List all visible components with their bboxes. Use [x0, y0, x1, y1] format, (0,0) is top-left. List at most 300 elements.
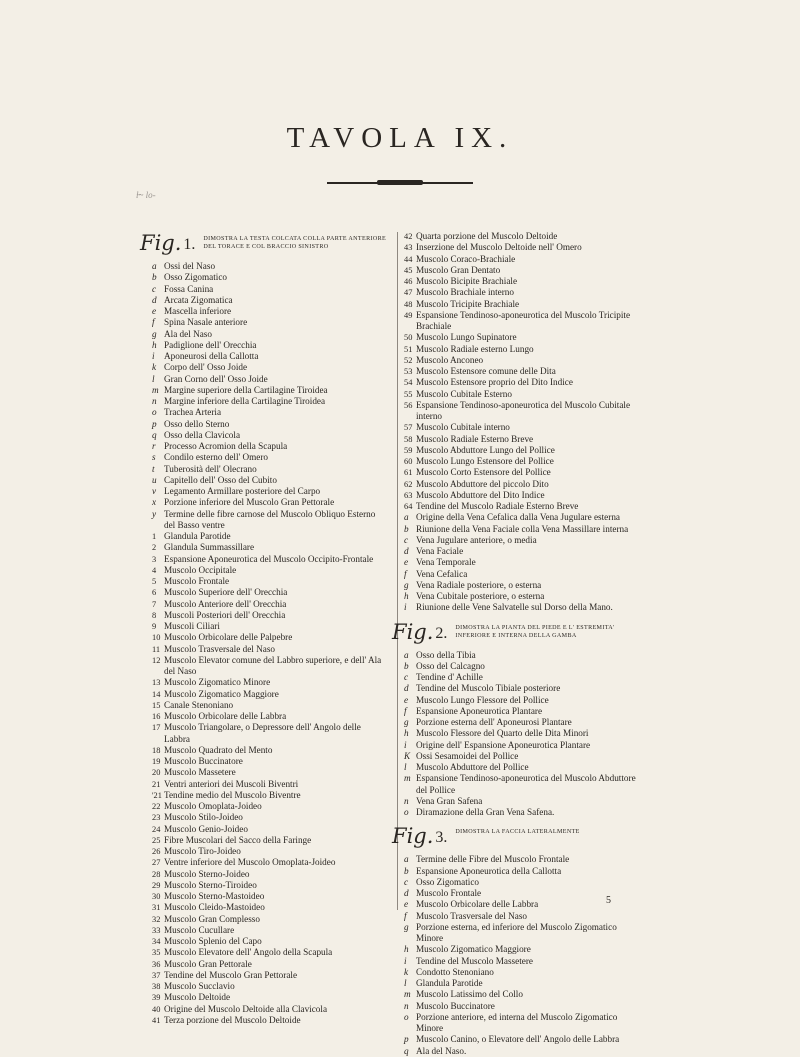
legend-key: e: [404, 899, 409, 910]
legend-key: 45: [404, 265, 413, 275]
legend-text: Porzione anteriore, ed interna del Muscolo Zigomatico Minore: [416, 1011, 618, 1033]
legend-text: Glandula Parotide: [164, 531, 231, 541]
legend-text: Ventre inferiore del Muscolo Omoplata-Joideo: [164, 857, 336, 868]
legend-key: b: [404, 865, 409, 876]
legend-key: 46: [404, 277, 413, 286]
legend-text: Processo Acromion della Scapula: [164, 441, 288, 451]
legend-key: c: [404, 534, 409, 545]
legend-item: [152, 509, 388, 532]
legend-item: [404, 672, 644, 683]
legend-item: [404, 434, 644, 445]
legend-text: Muscolo Lungo Flessore del Pollice: [416, 694, 549, 705]
legend-key: 18: [152, 745, 161, 755]
legend-item: [404, 1012, 644, 1035]
legend-key: 58: [404, 434, 413, 444]
legend-key: d: [404, 546, 409, 556]
legend-key: 47: [404, 288, 413, 298]
legend-key: 6: [152, 588, 157, 598]
legend-key: g: [152, 328, 157, 339]
legend-item: [152, 824, 388, 835]
legend-text: Porzione esterna dell' Aponeurosi Plantare: [416, 717, 572, 727]
legend-item: [404, 344, 644, 355]
legend-key: 34: [152, 937, 161, 946]
legend-key: 25: [152, 835, 161, 845]
legend-text: Ala del Naso: [164, 328, 212, 339]
legend-item: [152, 497, 388, 508]
legend-key: g: [404, 579, 409, 590]
legend-text: Muscolo Gran Dentato: [416, 264, 501, 275]
legend-key: 39: [152, 993, 161, 1003]
legend-item: [404, 807, 644, 818]
legend-text: Margine inferiore della Cartilagine Tiroidea: [164, 396, 326, 406]
legend-key: 7: [152, 599, 157, 609]
legend-key: l: [152, 373, 155, 384]
legend-item: [404, 535, 644, 546]
legend-item: [404, 467, 644, 478]
legend-key: 38: [152, 982, 161, 991]
legend-text: Ventri anteriori dei Muscoli Biventri: [164, 778, 299, 789]
legend-key: g: [404, 717, 409, 727]
legend-text: Muscolo Sterno-Mastoideo: [164, 891, 265, 901]
legend-text: Muscolo Deltoide: [164, 992, 231, 1003]
legend-text: Arcata Zigomatica: [164, 294, 233, 305]
legend-key: 26: [152, 847, 161, 856]
legend-text: Muscolo Succlavio: [164, 981, 235, 991]
legend-item: [404, 490, 644, 501]
legend-key: 52: [404, 355, 413, 365]
legend-item: [152, 554, 388, 565]
legend-item: [152, 914, 388, 925]
legend-key: n: [152, 396, 157, 406]
legend-text: Glandula Parotide: [416, 978, 483, 988]
legend-text: Muscolo Radiale Esterno Breve: [416, 433, 534, 444]
legend-item: [152, 452, 388, 463]
legend-text: Muscolo Sterno-Tiroideo: [164, 879, 257, 890]
fig1-description-line1: DIMOSTRA LA TESTA COLCATA COLLA PARTE ANTERIORE: [203, 236, 387, 242]
legend-key: 60: [404, 457, 413, 466]
legend-key: 56: [404, 400, 413, 410]
legend-key: 9: [152, 622, 157, 631]
legend-key: 1: [152, 532, 157, 541]
legend-key: '21: [152, 790, 162, 800]
legend-key: k: [404, 966, 409, 977]
legend-text: Muscolo Buccinatore: [416, 1000, 495, 1011]
legend-text: Vena Cefalica: [416, 568, 468, 579]
legend-key: 63: [404, 490, 413, 500]
legend-text: Porzione inferiore del Muscolo Gran Pettorale: [164, 497, 335, 508]
legend-text: Glandula Summassillare: [164, 542, 255, 553]
legend-item: [404, 377, 644, 388]
legend-text: Gran Corno dell' Osso Joide: [164, 373, 268, 384]
legend-text: Osso della Clavicola: [164, 429, 241, 440]
legend-key: 62: [404, 479, 413, 489]
title-ornament-rule: [327, 180, 473, 186]
legend-key: 19: [152, 757, 161, 766]
legend-item: [404, 445, 644, 456]
legend-text: Muscoli Ciliari: [164, 621, 220, 631]
legend-item: [152, 644, 388, 655]
legend-key: 33: [152, 925, 161, 935]
legend-text: Terza porzione del Muscolo Deltoide: [164, 1014, 301, 1025]
legend-text: Vena Radiale posteriore, o esterna: [416, 579, 542, 590]
legend-text: Muscolo Abduttore del piccolo Dito: [416, 478, 549, 489]
legend-key: 16: [152, 712, 161, 721]
legend-item: [404, 978, 644, 989]
legend-text: Muscolo Trasversale del Naso: [164, 643, 276, 654]
legend-item: [152, 374, 388, 385]
legend-text: Muscolo Zigomatico Maggiore: [416, 944, 531, 955]
legend-text: Vena Temporale: [416, 557, 476, 568]
legend-key: 20: [152, 768, 161, 778]
legend-text: Muscoli Posteriori dell' Orecchia: [164, 609, 286, 620]
fig1-number: 1.: [183, 236, 196, 253]
legend-text: Vena Faciale: [416, 546, 464, 556]
column-divider: [397, 232, 398, 910]
legend-key: y: [152, 508, 157, 519]
legend-key: 11: [152, 644, 161, 654]
legend-text: Muscolo Estensore proprio del Dito Indice: [416, 377, 573, 388]
legend-text: Muscolo Superiore dell' Orecchia: [164, 587, 288, 598]
legend-text: Muscolo Triangolare, o Depressore dell' Angolo delle Labbra: [164, 722, 361, 744]
legend-item: [152, 981, 388, 992]
legend-key: q: [404, 1045, 409, 1056]
legend-text: Muscolo Anconeo: [416, 354, 484, 365]
legend-item: [152, 745, 388, 756]
legend-text: Termine delle fibre carnose del Muscolo Obliquo Esterno del Basso ventre: [164, 508, 376, 530]
legend-item: [152, 531, 388, 542]
legend-key: 59: [404, 445, 413, 455]
legend-text: Muscolo Sterno-Joideo: [164, 868, 250, 879]
legend-text: Muscolo Buccinatore: [164, 756, 243, 766]
legend-item: [152, 295, 388, 306]
legend-text: Spina Nasale anteriore: [164, 317, 248, 328]
legend-text: Muscolo Corto Estensore del Pollice: [416, 467, 551, 478]
legend-item: [404, 254, 644, 265]
legend-text: Muscolo Latissimo del Collo: [416, 989, 523, 1000]
legend-text: Muscolo Frontale: [416, 888, 482, 898]
legend-text: Muscolo Flessore del Quarto delle Dita Minori: [416, 728, 589, 739]
legend-key: 12: [152, 655, 161, 665]
legend-key: 10: [152, 633, 161, 643]
legend-key: 36: [152, 959, 161, 969]
legend-item: [404, 479, 644, 490]
legend-key: 24: [152, 824, 161, 834]
legend-text: Muscolo Zigomatico Maggiore: [164, 688, 279, 699]
fig3-legend-list: [404, 854, 644, 1057]
legend-text: Osso della Tibia: [416, 649, 476, 660]
legend-item: [152, 925, 388, 936]
legend-text: Muscolo Trasversale del Naso: [416, 910, 528, 921]
legend-item: [404, 265, 644, 276]
legend-text: Espansione Aponeurotica del Muscolo Occipito-Frontale: [164, 553, 374, 564]
legend-item: [152, 284, 388, 295]
legend-text: Tendine medio del Muscolo Biventre: [164, 789, 301, 800]
legend-item: [152, 362, 388, 373]
fig2-description-line2: INFERIORE E INTERNA DELLA GAMBA: [455, 632, 577, 639]
legend-item: [152, 464, 388, 475]
legend-key: p: [152, 418, 157, 429]
legend-text: Muscolo Radiale esterno Lungo: [416, 343, 534, 354]
fig3-description: [455, 826, 579, 836]
legend-key: r: [152, 441, 156, 451]
legend-item: [404, 1001, 644, 1012]
legend-text: Muscolo Lungo Supinatore: [416, 332, 517, 343]
legend-text: Muscolo Estensore comune delle Dita: [416, 366, 556, 376]
legend-key: 42: [404, 232, 413, 241]
legend-item: [152, 317, 388, 328]
legend-text: Muscolo Canino, o Elevatore dell' Angolo delle Labbra: [416, 1034, 620, 1045]
legend-key: 23: [152, 813, 161, 823]
legend-key: g: [404, 921, 409, 932]
legend-item: [404, 650, 644, 661]
legend-key: 13: [152, 678, 161, 688]
legend-item: [152, 610, 388, 621]
legend-text: Vena Gran Safena: [416, 795, 483, 806]
legend-item: [404, 456, 644, 467]
legend-item: [404, 683, 644, 694]
legend-text: Riunione delle Vene Salvatelle sul Dorso della Mano.: [416, 602, 613, 613]
legend-text: Muscolo Gran Pettorale: [164, 958, 252, 969]
legend-item: [152, 970, 388, 981]
legend-item: [152, 689, 388, 700]
legend-key: a: [152, 261, 157, 271]
legend-text: Origine dell' Espansione Aponeurotica Plantare: [416, 739, 591, 750]
legend-key: d: [404, 683, 409, 694]
legend-key: 44: [404, 254, 413, 264]
legend-key: u: [152, 474, 157, 485]
legend-key: b: [152, 272, 157, 283]
legend-text: Legamento Armillare posteriore del Carpo: [164, 486, 321, 496]
legend-item: [404, 355, 644, 366]
legend-text: Muscolo Splenio del Capo: [164, 936, 262, 946]
legend-key: l: [404, 762, 407, 772]
legend-key: h: [404, 728, 409, 739]
legend-key: f: [152, 317, 155, 328]
legend-text: Muscolo Cleido-Mastoideo: [164, 902, 265, 913]
fig2-description-line1: DIMOSTRA LA PIANTA DEL PIEDE E L' ESTREMITA': [455, 624, 615, 631]
legend-item: [404, 911, 644, 922]
legend-text: Riunione della Vena Faciale colla Vena Massillare interna: [416, 523, 629, 534]
legend-text: Fibre Muscolari del Sacco della Faringe: [164, 834, 312, 845]
legend-item: [404, 877, 644, 888]
legend-item: [152, 430, 388, 441]
legend-text: Diramazione della Gran Vena Safena.: [416, 807, 555, 817]
legend-text: Muscolo Brachiale interno: [416, 287, 514, 298]
legend-key: 5: [152, 577, 157, 586]
legend-item: [404, 591, 644, 602]
legend-item: [404, 1034, 644, 1045]
legend-key: 54: [404, 378, 413, 388]
legend-item: [152, 396, 388, 407]
legend-text: Canale Stenoniano: [164, 699, 234, 710]
legend-item: [152, 947, 388, 958]
fig1-heading: [140, 233, 388, 257]
legend-key: i: [404, 602, 407, 613]
section-gap: [404, 818, 644, 826]
legend-text: Termine delle Fibre del Muscolo Frontale: [416, 854, 570, 865]
fig1-label: Fig.: [140, 231, 182, 255]
legend-text: Mascella inferiore: [164, 306, 232, 316]
legend-item: [404, 751, 644, 762]
legend-text: Muscolo Cubitale Esterno: [416, 388, 512, 399]
legend-item: [152, 677, 388, 688]
legend-text: Muscolo Abduttore del Dito Indice: [416, 489, 545, 500]
legend-item: [404, 512, 644, 523]
legend-item: [404, 866, 644, 877]
legend-key: 30: [152, 892, 161, 901]
legend-item: [152, 261, 388, 272]
legend-key: 17: [152, 723, 161, 733]
legend-item: [152, 812, 388, 823]
legend-key: 43: [404, 243, 413, 253]
legend-text: Corpo dell' Osso Joide: [164, 362, 248, 373]
legend-item: [404, 389, 644, 400]
legend-item: [404, 922, 644, 945]
legend-key: x: [152, 497, 157, 508]
legend-key: h: [152, 339, 157, 350]
legend-item: [152, 340, 388, 351]
legend-text: Tendine del Muscolo Gran Pettorale: [164, 969, 298, 980]
legend-item: [404, 762, 644, 773]
legend-item: [404, 967, 644, 978]
legend-text: Muscolo Occipitale: [164, 564, 237, 575]
legend-item: [404, 695, 644, 706]
legend-item: [404, 231, 644, 242]
legend-text: Muscolo Massetere: [164, 767, 236, 778]
legend-key: e: [404, 694, 409, 705]
fig2-legend-list: [404, 650, 644, 819]
legend-text: Muscolo Orbicolare delle Labbra: [164, 711, 287, 721]
legend-item: [404, 242, 644, 253]
legend-item: [152, 565, 388, 576]
legend-key: 32: [152, 914, 161, 924]
legend-item: [404, 332, 644, 343]
legend-item: [152, 936, 388, 947]
right-column: [392, 231, 644, 1057]
fig2-label: Fig.: [392, 619, 434, 644]
legend-text: Muscolo Frontale: [164, 576, 230, 586]
legend-item: [404, 728, 644, 739]
legend-item: [152, 407, 388, 418]
legend-item: [152, 329, 388, 340]
legend-text: Muscolo Abduttore del Pollice: [416, 762, 529, 772]
legend-key: n: [404, 1000, 409, 1011]
legend-key: q: [152, 429, 157, 440]
legend-text: Muscolo Cubitale interno: [416, 422, 510, 433]
legend-key: k: [152, 362, 157, 373]
legend-item: [152, 801, 388, 812]
legend-key: 49: [404, 310, 413, 320]
legend-item: [404, 569, 644, 580]
legend-item: [152, 441, 388, 452]
legend-item: [152, 767, 388, 778]
legend-key: 64: [404, 502, 413, 511]
legend-text: Muscolo Quadrato del Mento: [164, 744, 273, 755]
legend-key: 21: [152, 779, 161, 789]
legend-key: f: [404, 568, 407, 579]
legend-item: [152, 857, 388, 868]
legend-key: m: [404, 773, 411, 784]
legend-key: f: [404, 705, 407, 716]
legend-key: a: [404, 649, 409, 660]
legend-key: c: [404, 876, 409, 887]
fig3-number: 3.: [435, 829, 448, 847]
legend-key: 57: [404, 423, 413, 433]
legend-key: 3: [152, 554, 157, 564]
legend-text: Vena Cubitale posteriore, o esterna: [416, 591, 545, 601]
legend-item: [152, 700, 388, 711]
fig3-description-line1: DIMOSTRA LA FACCIA LATERALMENTE: [455, 829, 580, 836]
legend-item: [404, 796, 644, 807]
legend-item: [404, 400, 644, 423]
legend-text: Padiglione dell' Orecchia: [164, 339, 257, 350]
fig2-description: [455, 622, 614, 640]
legend-key: 8: [152, 610, 157, 620]
legend-key: e: [152, 306, 157, 316]
legend-text: Espansione Aponeurotica della Callotta: [416, 865, 562, 876]
legend-key: 37: [152, 970, 161, 980]
legend-key: c: [152, 283, 157, 294]
legend-key: d: [404, 888, 409, 898]
legend-key: 40: [152, 1004, 161, 1014]
legend-key: c: [404, 672, 409, 682]
margin-scribble: l̶~ lo-: [136, 190, 156, 200]
legend-item: [152, 959, 388, 970]
legend-text: Espansione Tendinoso-aponeurotica del Muscolo Cubitale interno: [416, 399, 631, 421]
legend-text: Osso dello Sterno: [164, 418, 230, 429]
legend-item: [404, 740, 644, 751]
legend-key: n: [404, 795, 409, 806]
legend-item: [152, 902, 388, 913]
fig3-label: Fig.: [392, 824, 434, 849]
legend-key: 48: [404, 299, 413, 309]
legend-key: f: [404, 910, 407, 921]
legend-text: Muscolo Elevatore dell' Angolo della Scapula: [164, 947, 333, 958]
legend-text: Tendine del Muscolo Massetere: [416, 955, 533, 966]
legend-text: Osso Zigomatico: [416, 876, 480, 887]
legend-item: [152, 621, 388, 632]
legend-text: Muscolo Genio-Joideo: [164, 823, 248, 834]
legend-text: Tendine del Muscolo Tibiale posteriore: [416, 683, 561, 694]
section-gap: [404, 614, 644, 622]
legend-item: [152, 711, 388, 722]
legend-text: Espansione Tendinoso-aponeurotica del Muscolo Tricipite Brachiale: [416, 309, 631, 331]
legend-text: Muscolo Omoplata-Joideo: [164, 801, 262, 811]
legend-item: [152, 475, 388, 486]
legend-item: [404, 717, 644, 728]
legend-item: [404, 299, 644, 310]
legend-key: o: [404, 807, 409, 817]
legend-item: [404, 366, 644, 377]
legend-key: 35: [152, 948, 161, 958]
legend-key: l: [404, 978, 407, 988]
legend-item: [152, 587, 388, 598]
fig3-heading: [392, 826, 644, 850]
legend-item: [152, 880, 388, 891]
legend-text: Condotto Stenoniano: [416, 966, 494, 977]
legend-text: Origine del Muscolo Deltoide alla Clavicola: [164, 1003, 328, 1014]
legend-key: o: [404, 1011, 409, 1022]
legend-key: d: [152, 294, 157, 305]
legend-text: Muscolo Zigomatico Minore: [164, 677, 271, 688]
legend-key: a: [404, 854, 409, 865]
legend-key: m: [152, 384, 159, 395]
legend-key: h: [404, 944, 409, 955]
legend-key: e: [404, 557, 409, 568]
legend-text: Muscolo Cucullare: [164, 924, 235, 935]
legend-key: 2: [152, 543, 157, 553]
legend-key: 61: [404, 468, 413, 478]
